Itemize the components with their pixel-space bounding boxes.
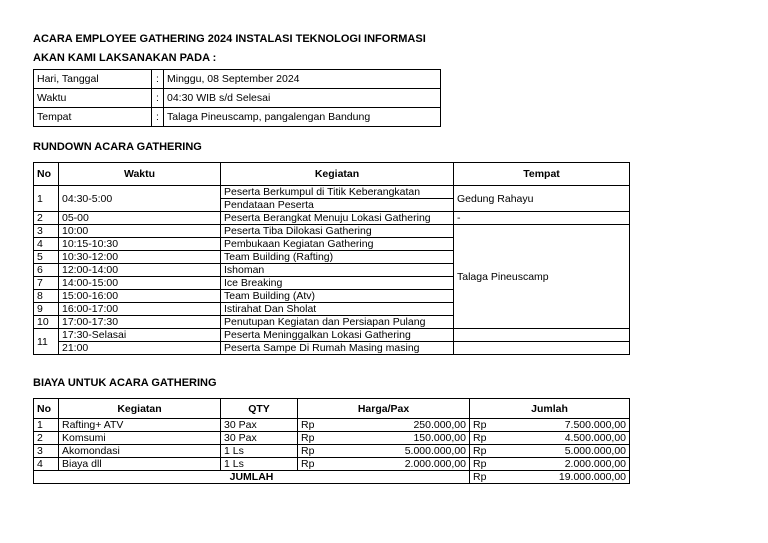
row-waktu: 16:00-17:00 — [59, 303, 221, 316]
row-kegiatan: Team Building (Rafting) — [221, 251, 454, 264]
info-value: 04:30 WIB s/d Selesai — [164, 89, 441, 108]
col-header-jumlah: Jumlah — [470, 399, 630, 419]
col-header-kegiatan: Kegiatan — [221, 163, 454, 186]
row-waktu: 05-00 — [59, 212, 221, 225]
row-kegiatan: Biaya dll — [59, 458, 221, 471]
row-waktu: 21:00 — [59, 342, 221, 355]
row-tempat: Talaga Pineuscamp — [454, 225, 630, 329]
row-jumlah: 4.500.000,00 — [498, 432, 630, 445]
row-no: 4 — [34, 238, 59, 251]
row-kegiatan: Ice Breaking — [221, 277, 454, 290]
row-no: 11 — [34, 329, 59, 355]
info-row — [34, 89, 441, 108]
row-qty: 1 Ls — [221, 445, 298, 458]
row-no: 7 — [34, 277, 59, 290]
row-waktu: 17:00-17:30 — [59, 316, 221, 329]
row-no: 1 — [34, 419, 59, 432]
document-title: ACARA EMPLOYEE GATHERING 2024 INSTALASI TEKNOLOGI INFORMASI — [33, 33, 426, 45]
row-waktu: 10:30-12:00 — [59, 251, 221, 264]
row-qty: 30 Pax — [221, 432, 298, 445]
info-label: Hari, Tanggal — [34, 70, 152, 89]
row-kegiatan: Rafting+ ATV — [59, 419, 221, 432]
table-row — [34, 445, 630, 458]
row-tempat — [454, 329, 630, 342]
row-no: 5 — [34, 251, 59, 264]
row-kegiatan: Pendataan Peserta — [221, 199, 454, 212]
biaya-header-row — [34, 399, 630, 419]
info-separator: : — [152, 70, 164, 89]
rundown-heading: RUNDOWN ACARA GATHERING — [33, 141, 202, 153]
row-harga-currency: Rp — [298, 432, 326, 445]
row-jumlah: 5.000.000,00 — [498, 445, 630, 458]
row-kegiatan: Akomondasi — [59, 445, 221, 458]
row-waktu: 17:30-Selasai — [59, 329, 221, 342]
row-jumlah-currency: Rp — [470, 445, 498, 458]
col-header-kegiatan: Kegiatan — [59, 399, 221, 419]
total-currency: Rp — [470, 471, 498, 484]
info-row — [34, 108, 441, 127]
row-no: 1 — [34, 186, 59, 212]
col-header-tempat: Tempat — [454, 163, 630, 186]
row-jumlah-currency: Rp — [470, 432, 498, 445]
table-row — [34, 342, 630, 355]
col-header-no: No — [34, 163, 59, 186]
row-waktu: 15:00-16:00 — [59, 290, 221, 303]
row-harga: 250.000,00 — [326, 419, 470, 432]
row-kegiatan: Ishoman — [221, 264, 454, 277]
row-no: 3 — [34, 445, 59, 458]
row-harga-currency: Rp — [298, 458, 326, 471]
row-no: 10 — [34, 316, 59, 329]
row-kegiatan: Peserta Sampe Di Rumah Masing masing — [221, 342, 454, 355]
row-qty: 1 Ls — [221, 458, 298, 471]
row-kegiatan: Peserta Meninggalkan Lokasi Gathering — [221, 329, 454, 342]
info-value: Minggu, 08 September 2024 — [164, 70, 441, 89]
row-no: 9 — [34, 303, 59, 316]
total-value: 19.000.000,00 — [498, 471, 630, 484]
row-waktu: 12:00-14:00 — [59, 264, 221, 277]
row-tempat — [454, 342, 630, 355]
row-kegiatan: Komsumi — [59, 432, 221, 445]
row-no: 2 — [34, 212, 59, 225]
row-jumlah: 2.000.000,00 — [498, 458, 630, 471]
row-kegiatan: Istirahat Dan Sholat — [221, 303, 454, 316]
info-label: Waktu — [34, 89, 152, 108]
col-header-waktu: Waktu — [59, 163, 221, 186]
info-row — [34, 70, 441, 89]
table-row — [34, 186, 630, 199]
rundown-table — [33, 162, 630, 355]
col-header-harga: Harga/Pax — [298, 399, 470, 419]
row-kegiatan: Penutupan Kegiatan dan Persiapan Pulang — [221, 316, 454, 329]
total-label: JUMLAH — [34, 471, 470, 484]
row-tempat: Gedung Rahayu — [454, 186, 630, 212]
info-label: Tempat — [34, 108, 152, 127]
row-waktu: 04:30-5:00 — [59, 186, 221, 212]
row-kegiatan: Peserta Berangkat Menuju Lokasi Gathering — [221, 212, 454, 225]
row-harga-currency: Rp — [298, 419, 326, 432]
table-row — [34, 419, 630, 432]
row-harga: 150.000,00 — [326, 432, 470, 445]
event-info-table — [33, 69, 441, 127]
row-no: 2 — [34, 432, 59, 445]
row-no: 3 — [34, 225, 59, 238]
info-separator: : — [152, 108, 164, 127]
row-qty: 30 Pax — [221, 419, 298, 432]
table-row — [34, 225, 630, 238]
row-no: 8 — [34, 290, 59, 303]
row-kegiatan: Peserta Tiba Dilokasi Gathering — [221, 225, 454, 238]
total-row — [34, 471, 630, 484]
row-tempat: - — [454, 212, 630, 225]
row-harga: 2.000.000,00 — [326, 458, 470, 471]
table-row — [34, 329, 630, 342]
document-subtitle: AKAN KAMI LAKSANAKAN PADA : — [33, 52, 217, 64]
info-separator: : — [152, 89, 164, 108]
row-waktu: 10:15-10:30 — [59, 238, 221, 251]
row-jumlah-currency: Rp — [470, 419, 498, 432]
row-jumlah: 7.500.000,00 — [498, 419, 630, 432]
row-harga: 5.000.000,00 — [326, 445, 470, 458]
table-row — [34, 432, 630, 445]
biaya-heading: BIAYA UNTUK ACARA GATHERING — [33, 377, 217, 389]
row-waktu: 14:00-15:00 — [59, 277, 221, 290]
row-no: 6 — [34, 264, 59, 277]
row-waktu: 10:00 — [59, 225, 221, 238]
row-kegiatan: Pembukaan Kegiatan Gathering — [221, 238, 454, 251]
row-no: 4 — [34, 458, 59, 471]
biaya-table — [33, 398, 630, 484]
info-value: Talaga Pineuscamp, pangalengan Bandung — [164, 108, 441, 127]
table-row — [34, 212, 630, 225]
row-kegiatan: Peserta Berkumpul di Titik Keberangkatan — [221, 186, 454, 199]
col-header-no: No — [34, 399, 59, 419]
table-row — [34, 458, 630, 471]
row-jumlah-currency: Rp — [470, 458, 498, 471]
rundown-header-row — [34, 163, 630, 186]
col-header-qty: QTY — [221, 399, 298, 419]
row-harga-currency: Rp — [298, 445, 326, 458]
row-kegiatan: Team Building (Atv) — [221, 290, 454, 303]
